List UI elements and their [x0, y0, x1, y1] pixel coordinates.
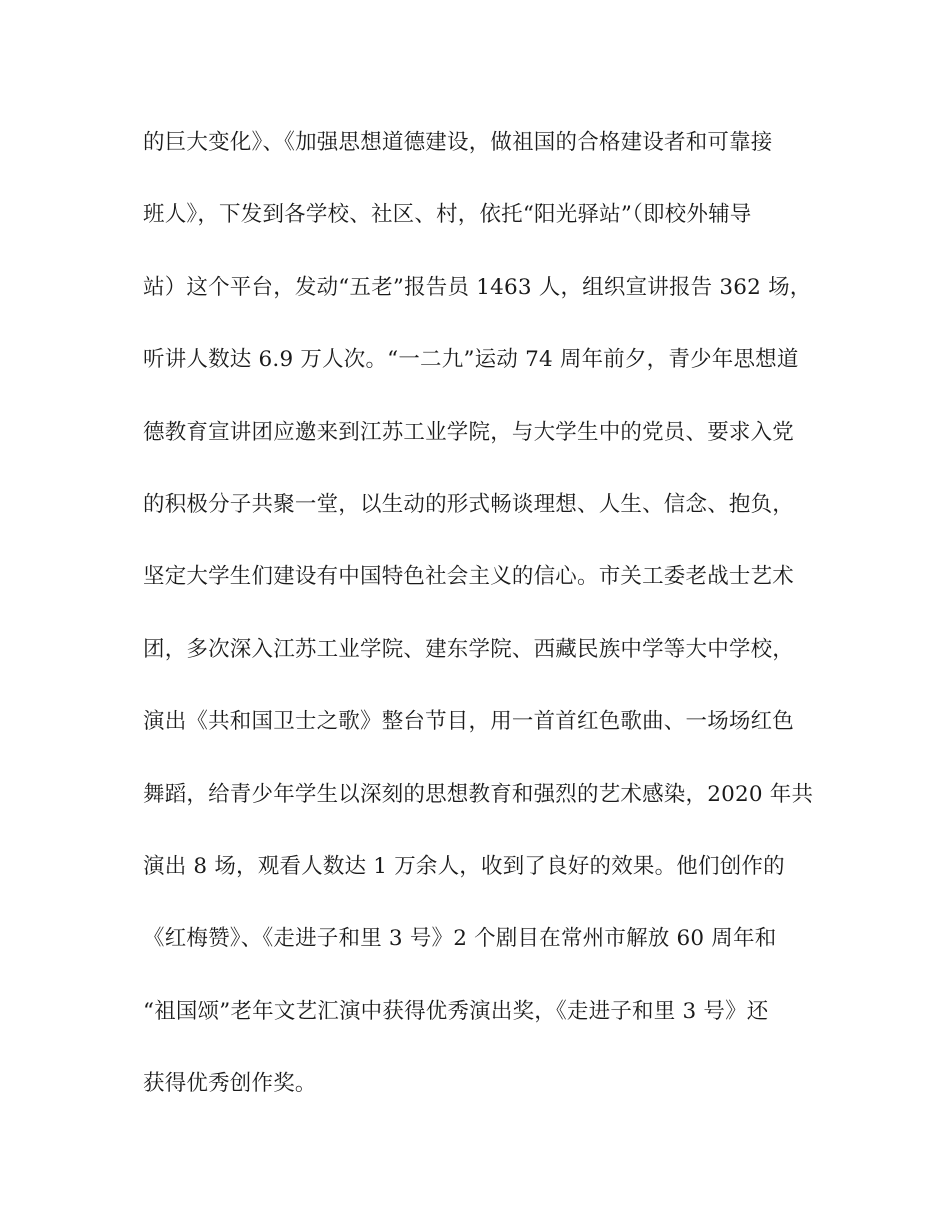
paragraph-line-8: 团，多次深入江苏工业学院、建东学院、西藏民族中学等大中学校，	[143, 636, 795, 662]
paragraph-line-14: 获得优秀创作奖。	[143, 1071, 317, 1097]
paragraph-line-12: 《红梅赞》、《走进子和里 3 号》2 个剧目在常州市解放 60 周年和	[143, 926, 777, 952]
paragraph-line-5: 德教育宣讲团应邀来到江苏工业学院，与大学生中的党员、要求入党	[143, 419, 795, 445]
body-paragraph	[143, 123, 823, 1136]
paragraph-line-13: “祖国颂”老年文艺汇演中获得优秀演出奖，《走进子和里 3 号》还	[143, 998, 769, 1024]
paragraph-line-6: 的积极分子共聚一堂，以生动的形式畅谈理想、人生、信念、抱负，	[143, 491, 795, 517]
paragraph-line-10: 舞蹈，给青少年学生以深刻的思想教育和强烈的艺术感染，2020 年共	[143, 781, 814, 807]
paragraph-line-9: 演出《共和国卫士之歌》整台节目，用一首首红色歌曲、一场场红色	[143, 709, 795, 735]
paragraph-line-1: 的巨大变化》、《加强思想道德建设，做祖国的合格建设者和可靠接	[143, 130, 773, 155]
paragraph-line-3: 站）这个平台，发动“五老”报告员 1463 人，组织宣讲报告 362 场，	[143, 274, 812, 300]
paragraph-line-2: 班人》，下发到各学校、社区、村，依托“阳光驿站”（即校外辅导	[143, 202, 752, 228]
paragraph-line-7: 坚定大学生们建设有中国特色社会主义的信心。市关工委老战士艺术	[143, 564, 795, 590]
paragraph-line-11: 演出 8 场，观看人数达 1 万余人，收到了良好的效果。他们创作的	[143, 853, 785, 879]
paragraph-line-4: 听讲人数达 6.9 万人次。“一二九”运动 74 周年前夕，青少年思想道	[143, 347, 799, 373]
